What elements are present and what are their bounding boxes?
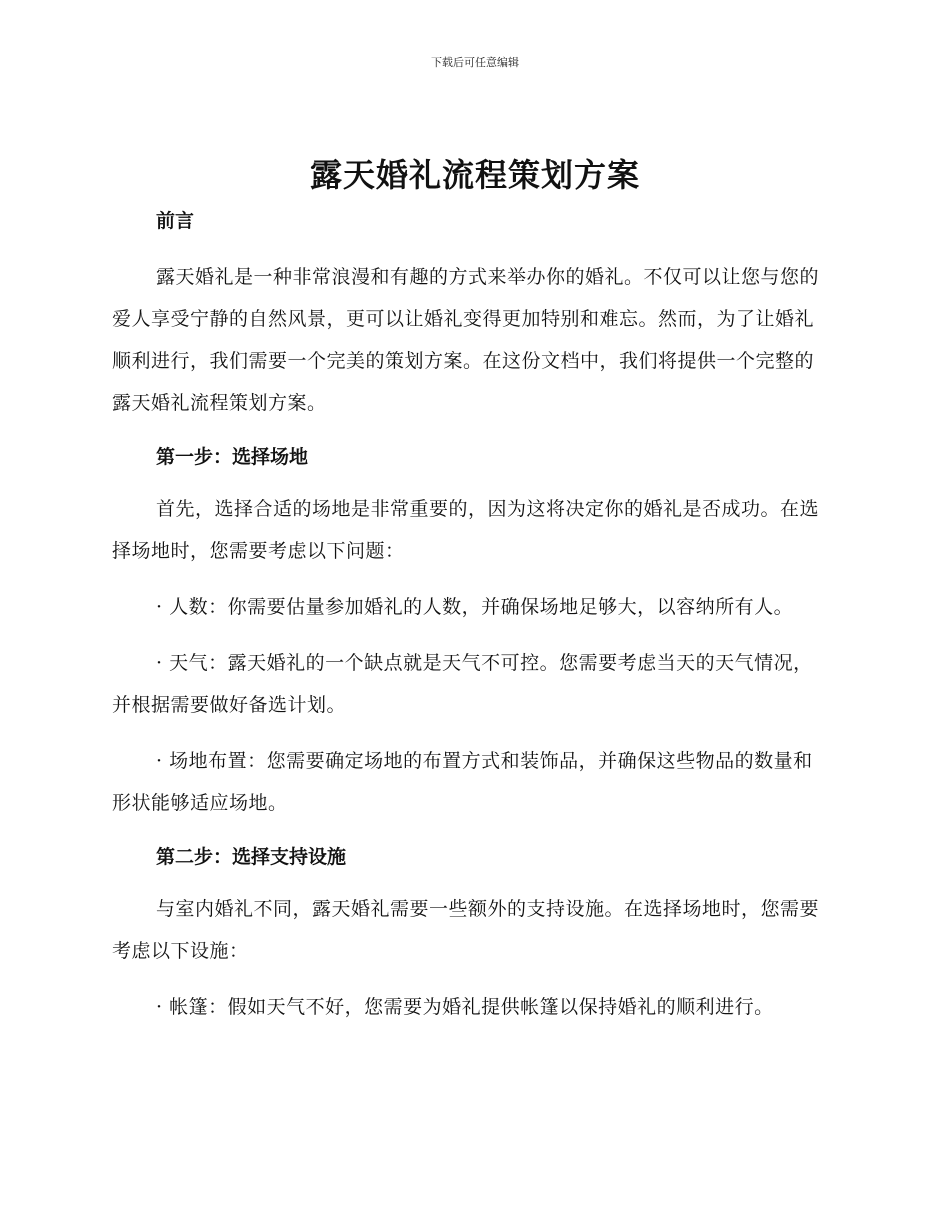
document-body	[112, 206, 832, 1028]
intro-paragraph: 露天婚礼是一种非常浪漫和有趣的方式来举办你的婚礼。不仅可以让您与您的爱人享受宁静的自然风景，更可以让婚礼变得更加特别和难忘。然而，为了让婚礼顺利进行，我们需要一个完美的策划方案。在这份文档中，我们将提供一个完整的露天婚礼流程策划方案。	[112, 266, 820, 414]
step1-paragraph: 首先，选择合适的场地是非常重要的，因为这将决定你的婚礼是否成功。在选择场地时，您需要考虑以下问题：	[112, 498, 820, 562]
step2-paragraph: 与室内婚礼不同，露天婚礼需要一些额外的支持设施。在选择场地时，您需要考虑以下设施：	[112, 898, 820, 962]
section-heading-step1: 第一步：选择场地	[156, 446, 309, 468]
section-heading-step2: 第二步：选择支持设施	[156, 846, 347, 868]
list-item-weather: · 天气：露天婚礼的一个缺点就是天气不可控。您需要考虑当天的天气情况，并根据需要做好备选计划。	[112, 652, 813, 716]
list-item-headcount: · 人数：你需要估量参加婚礼的人数，并确保场地足够大，以容纳所有人。	[156, 596, 794, 618]
document-title: 露天婚礼流程策划方案	[309, 156, 640, 194]
section-heading-intro: 前言	[156, 210, 195, 232]
page-header: 下载后可任意编辑	[431, 56, 519, 69]
list-item-tent: · 帐篷：假如天气不好，您需要为婚礼提供帐篷以保持婚礼的顺利进行。	[156, 996, 774, 1018]
list-item-venue-layout: · 场地布置：您需要确定场地的布置方式和装饰品，并确保这些物品的数量和形状能够适应场地。	[112, 750, 813, 814]
